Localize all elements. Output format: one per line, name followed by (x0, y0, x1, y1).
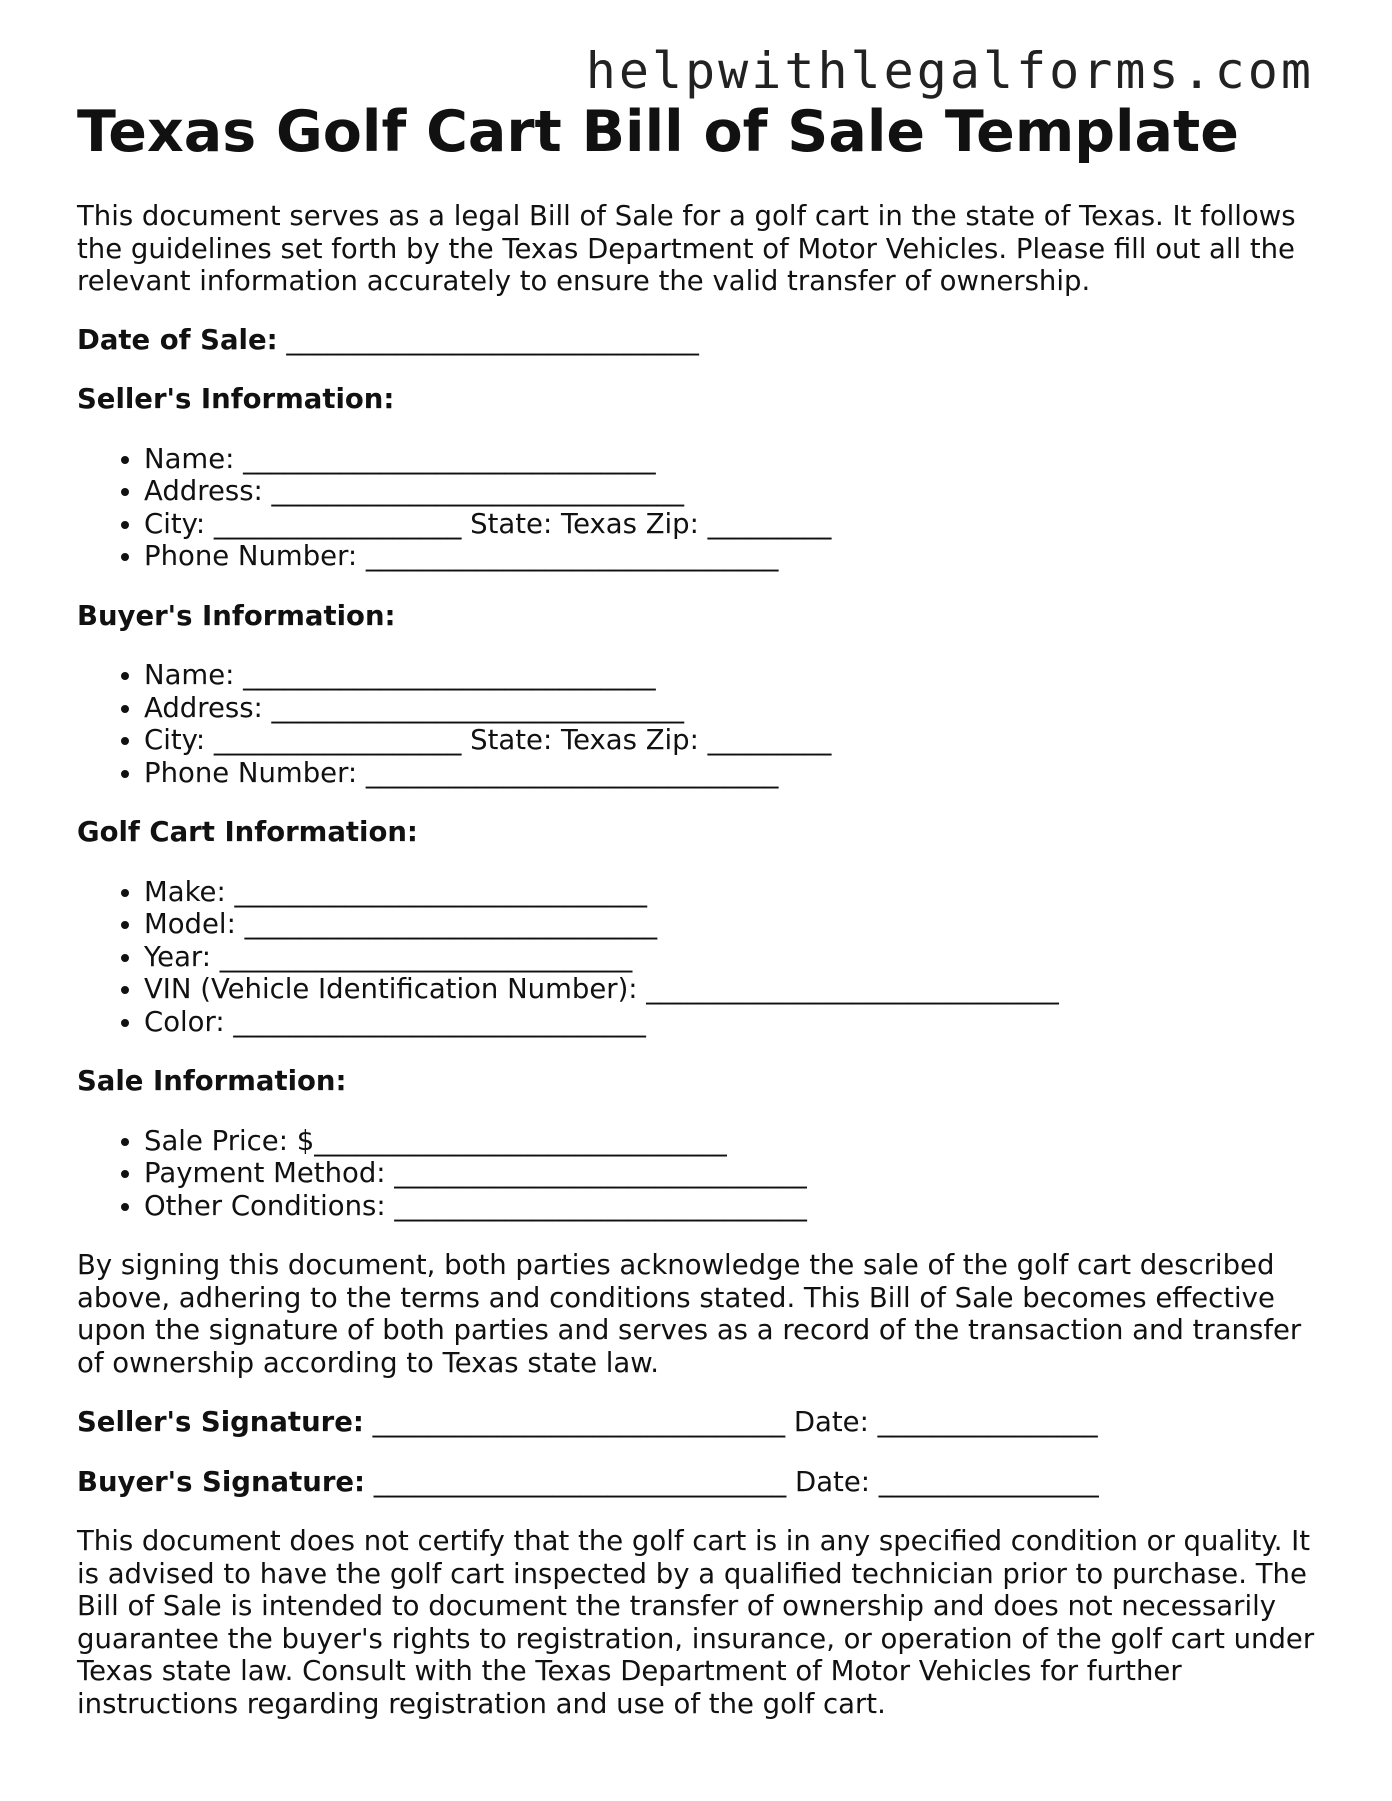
sale-price-field: • Sale Price: $______________________________ (144, 1125, 1317, 1158)
seller-signature-line (77, 1406, 1317, 1439)
seller-info-heading: Seller's Information: (77, 383, 395, 415)
buyer-city-field: • City: __________________ State: Texas Zip: _________ (144, 724, 1317, 757)
cart-year-field: • Year: ______________________________ (144, 941, 1317, 974)
cart-color-field: • Color: ______________________________ (144, 1006, 1317, 1039)
buyer-name-field: • Name: ______________________________ (144, 659, 1317, 692)
date-of-sale-blank: ______________________________ (286, 323, 699, 356)
buyer-signature-label: Buyer's Signature: (77, 1465, 366, 1498)
sale-info-list (77, 1125, 1317, 1223)
date-of-sale-line (77, 324, 1317, 357)
cart-vin-field: • VIN (Vehicle Identification Number): ______________________________ (144, 973, 1317, 1006)
intro-paragraph: This document serves as a legal Bill of Sale for a golf cart in the state of Texas. It follows the guidelines set forth by the Texas Department of Motor Vehicles. Please fill out all the relevant information accurately to ensure the valid transfer of ownership. (77, 200, 1296, 297)
seller-signature-label: Seller's Signature: (77, 1406, 364, 1438)
seller-city-field: • City: __________________ State: Texas Zip: _________ (144, 508, 1317, 541)
disclaimer-paragraph: This document does not certify that the golf cart is in any specified condition or quality. It is advised to have the golf cart inspected by a qualified technician prior to purchase. The Bill of Sale is intended to document the transfer of ownership and does not necessarily guarantee the buyer's rights to registration, insurance, or operation of the golf cart under Texas state law. Consult with the Texas Department of Motor Vehicles for further instructions regarding registration and use of the golf cart. (77, 1525, 1315, 1720)
buyer-info-list (77, 659, 1317, 789)
buyer-info-heading: Buyer's Information: (77, 599, 396, 632)
acknowledgement-paragraph: By signing this document, both parties acknowledge the sale of the golf cart described above, adhering to the terms and conditions stated. This Bill of Sale becomes effective upon the signature of both parties and serves as a record of the transaction and transfer of ownership according to Texas state law. (77, 1249, 1302, 1379)
seller-phone-field: • Phone Number: ______________________________ (144, 540, 1317, 573)
document-body (77, 200, 1317, 1747)
cart-model-field: • Model: ______________________________ (144, 908, 1317, 941)
buyer-signature-blank: ______________________________ Date: ________________ (373, 1465, 1099, 1498)
buyer-phone-field: • Phone Number: ______________________________ (144, 757, 1317, 790)
buyer-address-field: • Address: ______________________________ (144, 692, 1317, 725)
buyer-signature-line (77, 1466, 1317, 1499)
golf-cart-info-list (77, 876, 1317, 1039)
payment-method-field: • Payment Method: ______________________________ (144, 1157, 1317, 1190)
seller-address-field: • Address: ______________________________ (144, 475, 1317, 508)
date-of-sale-label: Date of Sale: (77, 323, 278, 356)
seller-info-list (77, 443, 1317, 573)
other-conditions-field: • Other Conditions: ______________________________ (144, 1190, 1317, 1223)
golf-cart-info-heading: Golf Cart Information: (77, 816, 418, 848)
seller-signature-blank: ______________________________ Date: ________________ (372, 1406, 1098, 1438)
document-title: Texas Golf Cart Bill of Sale Template (77, 99, 1239, 165)
sale-info-heading: Sale Information: (77, 1065, 347, 1097)
seller-name-field: • Name: ______________________________ (144, 443, 1317, 476)
cart-make-field: • Make: ______________________________ (144, 876, 1317, 909)
site-watermark: helpwithlegalforms.com (585, 42, 1314, 100)
